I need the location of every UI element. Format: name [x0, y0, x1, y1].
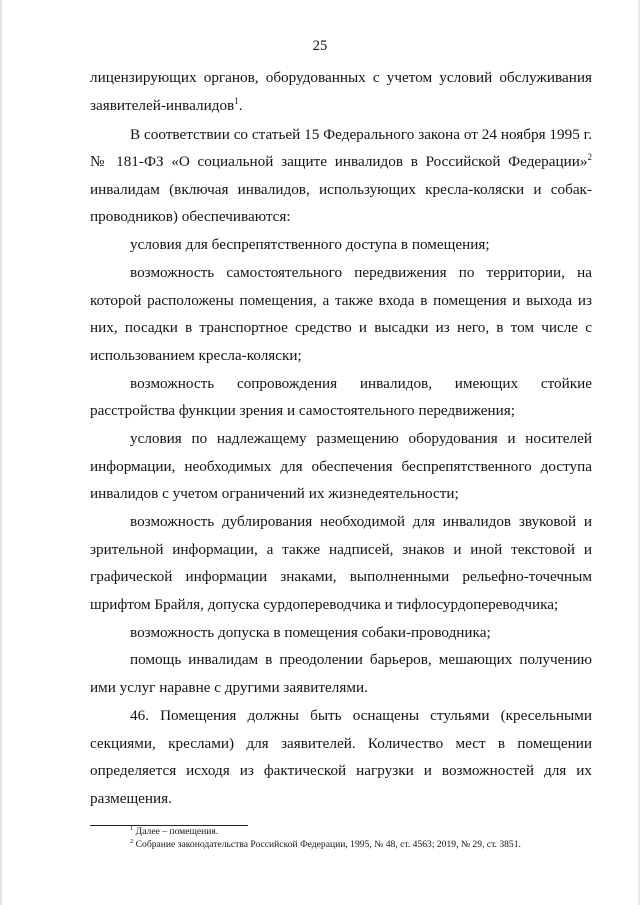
text-line: возможность сопровождения инвалидов, имеющих стойкие [130, 375, 592, 392]
text-line: 46. Помещения должны быть оснащены стульями (кресельными [130, 707, 592, 724]
footnote-mark: 2 [130, 838, 134, 845]
text-line: размещения. [90, 790, 172, 807]
text-line: секциями, креслами) для заявителей. Количество мест в помещении [90, 735, 592, 752]
footnote: $^1$ Далее – помещения. [130, 825, 219, 837]
footnote-mark: 1 [130, 825, 134, 832]
text-line: использованием кресла-коляски; [90, 347, 302, 364]
text-line: которой расположены помещения, а также входа в помещения и выхода из [90, 292, 592, 309]
scan-edge-left [0, 0, 3, 905]
text-line: зрительной информации, а также надписей, знаков и иной текстовой и [90, 541, 592, 558]
footnote-ref: 1 [234, 96, 239, 106]
text-line: В соответствии со статьей 15 Федерального закона от 24 ноября 1995 г. [130, 126, 592, 143]
text-line: лицензирующих органов, оборудованных с учетом условий обслуживания [90, 69, 592, 86]
text-line: них, посадки в транспортное средство и высадки из него, в том числе с [90, 319, 592, 336]
text-line: № 181-ФЗ «О социальной защите инвалидов в Российской Федерации»$^2$ [90, 152, 592, 170]
text-line: ими услуг наравне с другими заявителями. [90, 679, 368, 696]
text-line: условия по надлежащему размещению оборудования и носителей [130, 430, 592, 447]
page-number: 25 [312, 38, 328, 54]
text-line: возможность самостоятельного передвижения по территории, на [130, 264, 592, 281]
text-line: инвалидам (включая инвалидов, использующих кресла-коляски и собак- [90, 181, 592, 198]
text-line: помощь инвалидам в преодолении барьеров, мешающих получению [130, 651, 592, 668]
text-line: информации, необходимых для обеспечения беспрепятственного доступа [90, 458, 592, 475]
text-line: возможность допуска в помещения собаки-проводника; [130, 624, 491, 641]
footnote: $^2$ Собрание законодательства Российской Федерации, 1995, № 48, ст. 4563; 2019, № 29, ст. 3851. [130, 838, 521, 850]
text-line: графической информации знаками, выполненными рельефно-точечным [90, 568, 592, 585]
text-line: определяется исходя из фактической нагрузки и возможностей для их [90, 762, 592, 779]
text-line: проводников) обеспечиваются: [90, 208, 291, 225]
text-line: инвалидов с учетом ограничений их жизнедеятельности; [90, 485, 459, 502]
text-line: шрифтом Брайля, допуска сурдопереводчика и тифлосурдопереводчика; [90, 596, 559, 613]
text-line: условия для беспрепятственного доступа в помещения; [130, 236, 490, 253]
footnote-ref: 2 [587, 152, 592, 162]
text-line: заявителей-инвалидов$^1$. [90, 96, 243, 114]
text-line: возможность дублирования необходимой для инвалидов звуковой и [130, 513, 592, 530]
text-line: расстройства функции зрения и самостоятельного передвижения; [90, 402, 515, 419]
